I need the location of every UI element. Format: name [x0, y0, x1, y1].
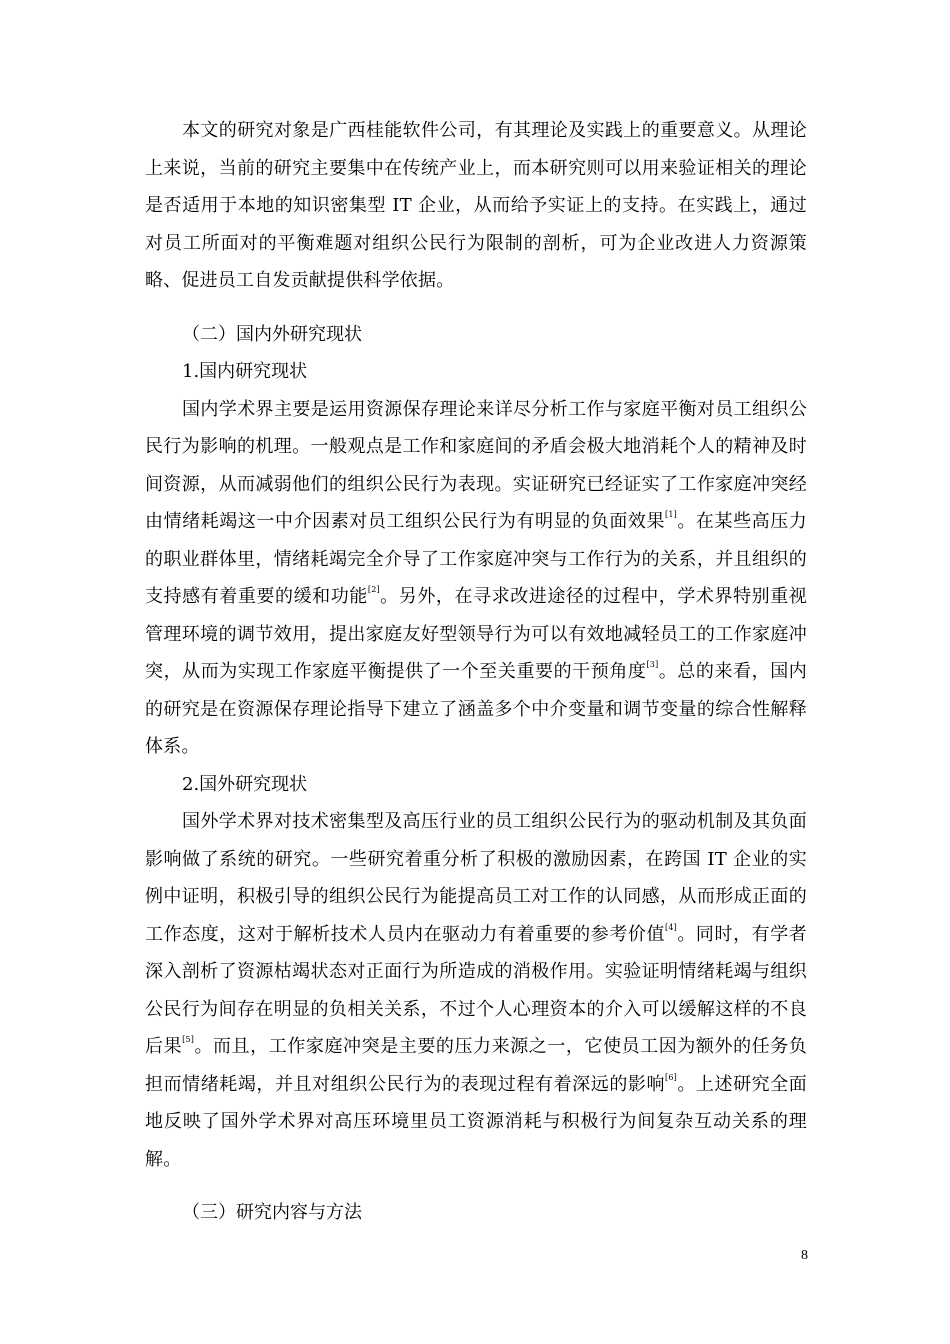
section-heading-research-status-text: （二）国内外研究现状 — [182, 323, 362, 345]
domestic-text-part3: 。另外，在寻求改进途径的过程中，学术界特别重视管理环境的调节效用，提出家庭友好型领导行为可以有效地减轻员工的工作家庭冲突，从而为实现工作家庭平衡提供了一个至关重要的干预角度 — [145, 586, 807, 682]
citation-2: [2] — [367, 585, 380, 594]
foreign-text-part1: 国外学术界对技术密集型及高压行业的员工组织公民行为的驱动机制及其负面影响做了系统的研究。一些研究着重分析了积极的激励因素，在跨国 IT 企业的实例中证明，积极引导的组织公民行为能提高员工对工作的认同感，从而形成正面的工作态度，这对于解析技术人员内在驱动力有着重要的参考价值 — [145, 811, 807, 945]
page-number: 8 — [801, 1248, 808, 1263]
citation-4: [4] — [665, 922, 677, 932]
intro-paragraph-text: 本文的研究对象是广西桂能软件公司，有其理论及实践上的重要意义。从理论上来说，当前的研究主要集中在传统产业上，而本研究则可以用来验证相关的理论是否适用于本地的知识密集型 IT 企业，从而给予实证上的支持。在实践上，通过对员工所面对的平衡难题对组织公民行为限制的剖析，可为企业改进人力资源策略、促进员工自发贡献提供科学依据。 — [145, 120, 807, 291]
domestic-research-paragraph — [145, 391, 807, 766]
foreign-research-paragraph — [145, 803, 807, 1178]
section-heading-research-status — [145, 316, 807, 354]
intro-paragraph — [145, 112, 807, 300]
domestic-text-part4: 。总的来看，国内的研究是在资源保存理论指导下建立了涵盖多个中介变量和调节变量的综合性解释体系。 — [145, 661, 807, 757]
document-body — [145, 112, 807, 1232]
subheading-foreign-research — [145, 766, 807, 804]
citation-5: [5] — [182, 1035, 195, 1044]
foreign-text-part2: 。同时，有学者深入剖析了资源枯竭状态对正面行为所造成的消极作用。实验证明情绪耗竭与组织公民行为间存在明显的负相关关系，不过个人心理资本的介入可以缓解这样的不良后果 — [145, 923, 807, 1057]
subheading-domestic-research — [145, 353, 807, 391]
subheading-foreign-research-text: 2.国外研究现状 — [182, 773, 308, 795]
foreign-text-part3: 。而且，工作家庭冲突是主要的压力来源之一，它使员工因为额外的任务负担而情绪耗竭，并且对组织公民行为的表现过程有着深远的影响 — [145, 1036, 807, 1095]
foreign-text-part4: 。上述研究全面地反映了国外学术界对高压环境里员工资源消耗与积极行为间复杂互动关系的理解。 — [145, 1073, 807, 1170]
citation-1: [1] — [665, 510, 677, 519]
section-heading-content-methods — [145, 1194, 807, 1232]
section-heading-content-methods-text: （三）研究内容与方法 — [182, 1202, 362, 1223]
subheading-domestic-research-text: 1.国内研究现状 — [182, 361, 308, 382]
domestic-text-part1: 国内学术界主要是运用资源保存理论来详尽分析工作与家庭平衡对员工组织公民行为影响的机理。一般观点是工作和家庭间的矛盾会极大地消耗个人的精神及时间资源，从而减弱他们的组织公民行为表现。实证研究已经证实了工作家庭冲突经由情绪耗竭这一中介因素对员工组织公民行为有明显的负面效果 — [145, 398, 807, 532]
citation-3: [3] — [646, 660, 659, 669]
domestic-text-part2: 。在某些高压力的职业群体里，情绪耗竭完全介导了工作家庭冲突与工作行为的关系，并且组织的支持感有着重要的缓和功能 — [145, 511, 807, 607]
citation-6: [6] — [665, 1072, 677, 1082]
